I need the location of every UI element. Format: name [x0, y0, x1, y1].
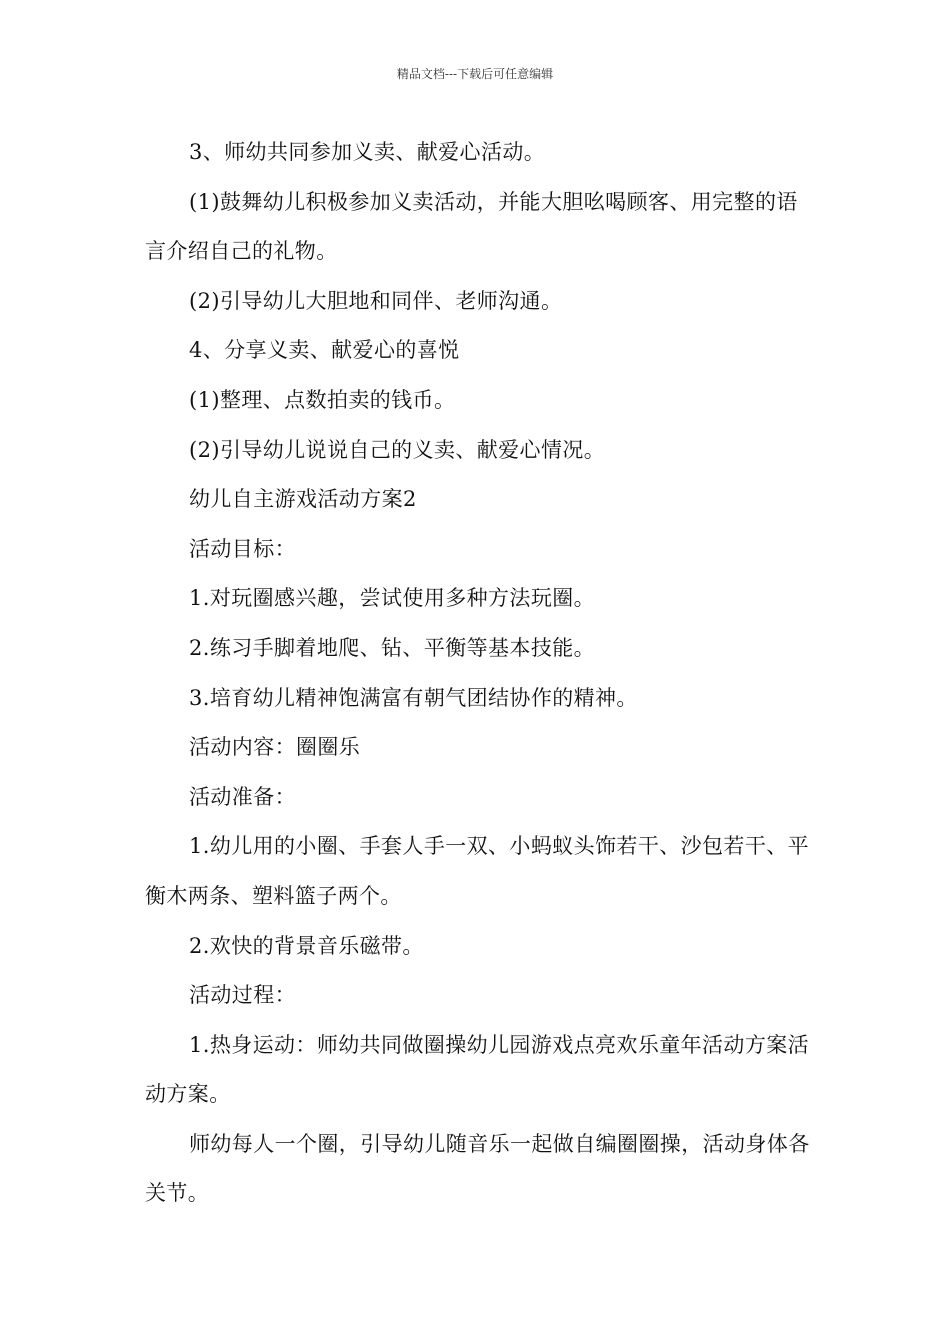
paragraph: (1)鼓舞幼儿积极参加义卖活动，并能大胆吆喝顾客、用完整的语言介绍自己的礼物。 — [145, 189, 798, 264]
paragraph: 师幼每人一个圈，引导幼儿随音乐一起做自编圈圈操，活动身体各关节。 — [145, 1131, 810, 1206]
page-header: 精品文档---下载后可任意编辑 — [396, 67, 554, 81]
paragraph: (1)整理、点数拍卖的钱币。 — [189, 387, 456, 412]
paragraph: (2)引导幼儿大胆地和同伴、老师沟通。 — [189, 288, 563, 313]
paragraph: 3、师幼共同参加义卖、献爱心活动。 — [189, 140, 546, 164]
paragraph: 2.欢快的背景音乐磁带。 — [189, 933, 424, 958]
paragraph: 4、分享义卖、献爱心的喜悦 — [189, 338, 460, 363]
paragraph: 1.对玩圈感兴趣，尝试使用多种方法玩圈。 — [189, 586, 596, 611]
section-title: 幼儿自主游戏活动方案2 — [189, 487, 417, 512]
paragraph: 3.培育幼儿精神饱满富有朝气团结协作的精神。 — [189, 685, 638, 710]
paragraph: 活动内容：圈圈乐 — [189, 735, 361, 760]
paragraph: 活动目标： — [189, 536, 296, 561]
document-body — [145, 128, 810, 1219]
paragraph: 2.练习手脚着地爬、钻、平衡等基本技能。 — [189, 635, 596, 660]
paragraph: (2)引导幼儿说说自己的义卖、献爱心情况。 — [189, 437, 606, 462]
paragraph: 1.热身运动：师幼共同做圈操幼儿园游戏点亮欢乐童年活动方案活动方案。 — [145, 1032, 810, 1107]
paragraph: 1.幼儿用的小圈、手套人手一双、小蚂蚁头饰若干、沙包若干、平衡木两条、塑料篮子两个。 — [145, 834, 810, 908]
paragraph: 活动准备： — [189, 784, 296, 809]
paragraph: 活动过程： — [189, 983, 296, 1008]
